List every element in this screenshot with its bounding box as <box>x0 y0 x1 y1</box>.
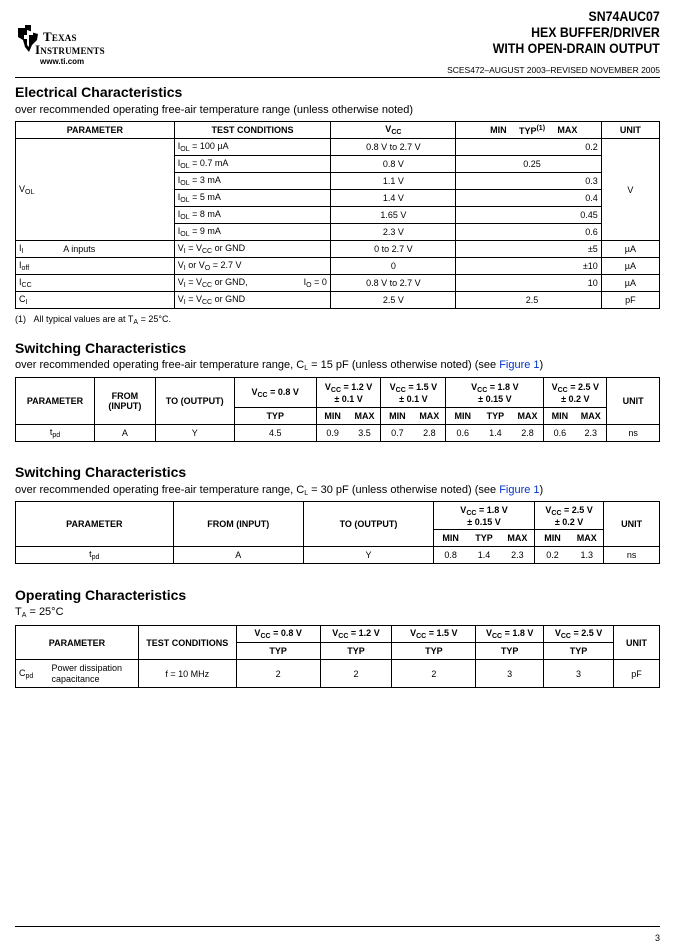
col-vcc-15: $V_{CC} = 1.5$ V ± 0.1 V <box>381 378 446 408</box>
cell-v25-max: 2.3 <box>575 425 606 442</box>
vol-max: 0.4 <box>554 190 601 207</box>
electrical-conditions: over recommended operating free-air temperature range (unless otherwise noted) <box>15 104 414 116</box>
cell-unit: ns <box>604 547 660 564</box>
vol-max: 0.3 <box>554 173 601 190</box>
sub-min: MIN <box>446 408 479 425</box>
cell-from: A <box>94 425 155 442</box>
col-vcc-18: $V_{CC} = 1.8$ V ± 0.15 V <box>446 378 544 408</box>
vol-cond: $I_{OL} = 9$ mA <box>174 224 331 241</box>
sub-max: MAX <box>501 530 535 547</box>
param-ii: $I_I$ <box>16 241 61 258</box>
col-vcc-08: $V_{CC} = 0.8$ V <box>236 626 320 643</box>
icc-unit: µA <box>601 275 659 292</box>
col-vcc-18: $V_{CC} = 1.8$ V ± 0.15 V <box>434 502 535 530</box>
vol-vcc: 2.3 V <box>331 224 456 241</box>
ii-unit: µA <box>601 241 659 258</box>
col-to: TO (OUTPUT) <box>303 502 433 547</box>
col-vcc-18: $V_{CC} = 1.8$ V <box>476 626 544 643</box>
vol-typ <box>510 224 555 241</box>
ioff-cond: $V_I$ or $V_O = 2.7$ V <box>174 258 331 275</box>
param-vol: $V_{OL}$ <box>16 139 175 241</box>
company-name-line2: Instruments <box>35 42 105 57</box>
col-vcc-08: $V_{CC} = 0.8$ V <box>234 378 316 408</box>
footer-rule <box>15 926 660 927</box>
cell-unit: pF <box>613 660 659 688</box>
ii-vcc: 0 to 2.7 V <box>331 241 456 258</box>
sub-typ: TYP <box>236 643 320 660</box>
part-number: SN74AUC07 <box>588 8 660 24</box>
cell-v15-typ: 2 <box>392 660 476 688</box>
cell-v08-typ: 4.5 <box>234 425 316 442</box>
electrical-table <box>15 121 660 309</box>
sub-max: MAX <box>349 408 381 425</box>
switching2-heading: Switching Characteristics <box>15 464 187 480</box>
col-unit: UNIT <box>613 626 659 660</box>
sub-typ: TYP <box>479 408 511 425</box>
param-tpd: $t_{pd}$ <box>16 547 174 564</box>
ioff-vcc: 0 <box>331 258 456 275</box>
sub-max: MAX <box>575 408 606 425</box>
vol-typ <box>510 173 555 190</box>
col-vcc-25: $V_{CC} = 2.5$ V <box>544 626 614 643</box>
cell-v18-typ: 1.4 <box>467 547 501 564</box>
vol-cond: $I_{OL} = 5$ mA <box>174 190 331 207</box>
vol-typ <box>510 207 555 224</box>
col-unit: UNIT <box>601 122 659 139</box>
sub-min: MIN <box>544 408 575 425</box>
cell-v25-min: 0.6 <box>544 425 575 442</box>
ci-cond: $V_I = V_{CC}$ or GND <box>174 292 331 309</box>
param-cpd: $C_{pd}$ <box>16 660 49 688</box>
vol-max: 0.45 <box>554 207 601 224</box>
sub-typ: TYP <box>320 643 392 660</box>
sub-typ: TYP <box>392 643 476 660</box>
sub-min: MIN <box>534 530 570 547</box>
title-line2: WITH OPEN-DRAIN OUTPUT <box>493 40 660 56</box>
col-to: TO (OUTPUT) <box>155 378 234 425</box>
cell-test-cond: f = 10 MHz <box>138 660 236 688</box>
vol-max <box>554 156 601 173</box>
doc-id: SCES472–AUGUST 2003–REVISED NOVEMBER 2005 <box>447 65 660 75</box>
vol-cond: $I_{OL} = 8$ mA <box>174 207 331 224</box>
vol-max: 0.6 <box>554 224 601 241</box>
header-rule <box>15 77 660 78</box>
col-vcc-12: $V_{CC} = 1.2$ V ± 0.1 V <box>316 378 381 408</box>
electrical-heading: Electrical Characteristics <box>15 84 183 100</box>
vol-vcc: 0.8 V to 2.7 V <box>331 139 456 156</box>
document-title <box>470 8 660 56</box>
vol-cond: $I_{OL} = 0.7$ mA <box>174 156 331 173</box>
vol-typ: 0.25 <box>510 156 555 173</box>
vol-vcc: 1.1 V <box>331 173 456 190</box>
figure1-link[interactable]: Figure 1 <box>499 359 540 371</box>
cell-v25-max: 1.3 <box>570 547 604 564</box>
operating-temp: $T_A = 25^\circ C$ <box>15 606 64 619</box>
cell-v08-typ: 2 <box>236 660 320 688</box>
sub-max: MAX <box>512 408 544 425</box>
cell-unit: ns <box>607 425 660 442</box>
param-ioff: $I_{off}$ <box>16 258 175 275</box>
cell-v18-typ: 3 <box>476 660 544 688</box>
company-name-line1: Texas <box>43 29 77 44</box>
col-vcc-15: $V_{CC} = 1.5$ V <box>392 626 476 643</box>
sub-min: MIN <box>434 530 468 547</box>
param-icc: $I_{CC}$ <box>16 275 175 292</box>
ioff-max: ±10 <box>554 258 601 275</box>
switching1-table <box>15 377 660 442</box>
cell-v15-max: 2.8 <box>413 425 445 442</box>
vol-vcc: 1.4 V <box>331 190 456 207</box>
operating-table <box>15 625 660 688</box>
col-vcc-25: $V_{CC} = 2.5$ V ± 0.2 V <box>534 502 603 530</box>
cell-v18-max: 2.8 <box>512 425 544 442</box>
sub-typ: TYP <box>234 408 316 425</box>
cell-to: Y <box>303 547 433 564</box>
switching2-table <box>15 501 660 564</box>
col-min: MIN <box>456 122 510 139</box>
vol-typ <box>510 190 555 207</box>
cell-v25-min: 0.2 <box>534 547 570 564</box>
vol-typ <box>510 139 555 156</box>
table-row <box>16 425 660 442</box>
param-cpd-desc: Power dissipation capacitance <box>48 660 138 688</box>
operating-heading: Operating Characteristics <box>15 587 187 603</box>
ii-inputs: A inputs <box>60 241 174 258</box>
col-vcc-12: $V_{CC} = 1.2$ V <box>320 626 392 643</box>
page-number: 3 <box>654 933 660 943</box>
ti-logo <box>16 23 126 71</box>
website-link[interactable]: www.ti.com <box>40 57 85 66</box>
sub-max: MAX <box>413 408 445 425</box>
icc-vcc: 0.8 V to 2.7 V <box>331 275 456 292</box>
sub-max: MAX <box>570 530 604 547</box>
cell-v25-typ: 3 <box>544 660 614 688</box>
cell-v12-typ: 2 <box>320 660 392 688</box>
sub-min: MIN <box>381 408 413 425</box>
param-tpd: $t_{pd}$ <box>16 425 95 442</box>
vol-cond: $I_{OL} = 3$ mA <box>174 173 331 190</box>
vol-vcc: 0.8 V <box>331 156 456 173</box>
table-row <box>16 547 660 564</box>
sub-typ: TYP <box>467 530 501 547</box>
col-test-conditions: TEST CONDITIONS <box>138 626 236 660</box>
cell-v18-min: 0.8 <box>434 547 468 564</box>
col-parameter: PARAMETER <box>16 502 174 547</box>
sub-typ: TYP <box>476 643 544 660</box>
ioff-unit: µA <box>601 258 659 275</box>
col-max: MAX <box>554 122 601 139</box>
sub-typ: TYP <box>544 643 614 660</box>
col-typ: TYP$^{(1)}$ <box>510 122 555 139</box>
col-vcc: $V_{CC}$ <box>331 122 456 139</box>
cell-v15-min: 0.7 <box>381 425 413 442</box>
figure1-link[interactable]: Figure 1 <box>499 484 540 496</box>
col-parameter: PARAMETER <box>16 122 175 139</box>
col-unit: UNIT <box>607 378 660 425</box>
cell-v12-max: 3.5 <box>349 425 381 442</box>
col-vcc-25: $V_{CC} = 2.5$ V ± 0.2 V <box>544 378 607 408</box>
switching1-heading: Switching Characteristics <box>15 340 187 356</box>
col-unit: UNIT <box>604 502 660 547</box>
cell-v18-typ: 1.4 <box>479 425 511 442</box>
cell-to: Y <box>155 425 234 442</box>
ci-typ: 2.5 <box>510 292 555 309</box>
vol-unit: V <box>601 139 659 241</box>
param-ci: $C_I$ <box>16 292 175 309</box>
col-test-conditions: TEST CONDITIONS <box>174 122 331 139</box>
vol-vcc: 1.65 V <box>331 207 456 224</box>
table-row <box>16 660 660 688</box>
cell-v12-min: 0.9 <box>316 425 348 442</box>
cell-v18-min: 0.6 <box>446 425 479 442</box>
title-line1: HEX BUFFER/DRIVER <box>531 24 660 40</box>
icc-cond: $V_I = V_{CC}$ or GND, $I_O = 0$ <box>174 275 331 292</box>
cell-v18-max: 2.3 <box>501 547 535 564</box>
cell-from: A <box>173 547 303 564</box>
col-parameter: PARAMETER <box>16 626 139 660</box>
ci-vcc: 2.5 V <box>331 292 456 309</box>
switching2-conditions: over recommended operating free-air temperature range, $C_L = 30$ pF (unless otherwise noted) (see Figure 1) <box>15 484 544 497</box>
vol-cond: $I_{OL} = 100$ µA <box>174 139 331 156</box>
icc-max: 10 <box>554 275 601 292</box>
ci-unit: pF <box>601 292 659 309</box>
vol-max: 0.2 <box>554 139 601 156</box>
ii-cond: $V_I = V_{CC}$ or GND <box>174 241 331 258</box>
switching1-conditions: over recommended operating free-air temperature range, $C_L = 15$ pF (unless otherwise noted) (see Figure 1) <box>15 359 544 372</box>
col-from: FROM (INPUT) <box>173 502 303 547</box>
col-parameter: PARAMETER <box>16 378 95 425</box>
sub-min: MIN <box>316 408 348 425</box>
ii-max: ±5 <box>554 241 601 258</box>
footnote: (1) All typical values are at $T_A = 25^\circ C$. <box>15 314 171 326</box>
col-from: FROM (INPUT) <box>94 378 155 425</box>
